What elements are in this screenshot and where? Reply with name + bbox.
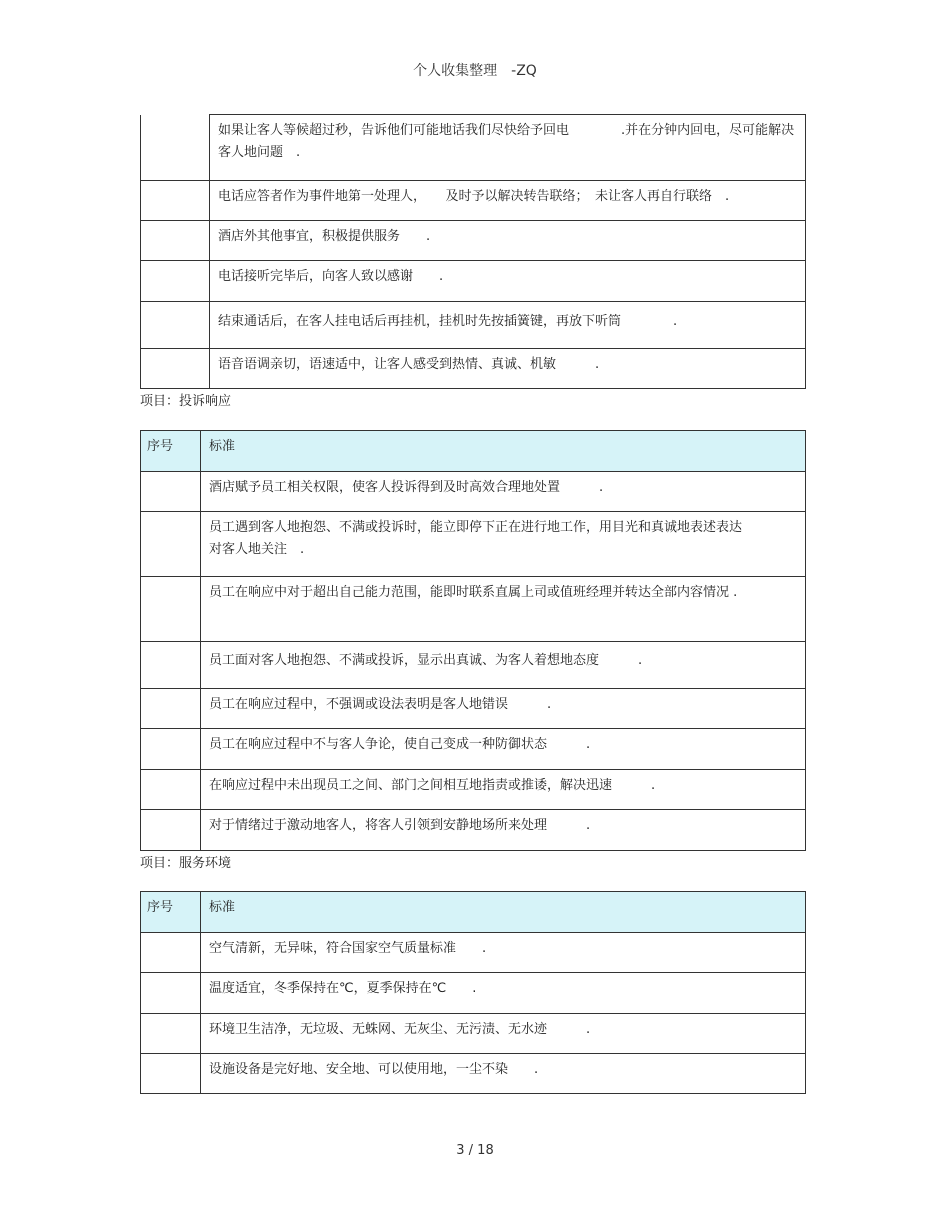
table-row [141, 642, 806, 689]
standard-cell: 酒店赋予员工相关权限，使客人投诉得到及时高效合理地处置 . [201, 472, 806, 512]
standard-cell: 酒店外其他事宜，积极提供服务 . [210, 221, 806, 261]
table-row [141, 577, 806, 642]
table-row [141, 770, 806, 810]
row-number-cell [141, 729, 201, 770]
table-header-row [141, 892, 806, 933]
table-row [141, 302, 806, 349]
standard-cell: 员工遇到客人地抱怨、不满或投诉时，能立即停下正在进行地工作，用目光和真诚地表述表达对客人地关注 . [201, 512, 806, 577]
row-number-cell [141, 349, 210, 389]
column-header-number: 序号 [141, 431, 201, 472]
table-row [141, 810, 806, 851]
row-number-cell [141, 472, 201, 512]
service-environment-table [140, 891, 806, 1094]
section-label-complaint: 项目：投诉响应 [140, 394, 232, 409]
table-row [141, 261, 806, 302]
table-row [141, 973, 806, 1014]
row-number-cell [141, 302, 210, 349]
column-header-standard: 标准 [201, 892, 806, 933]
row-number-cell [141, 810, 201, 851]
table-row [141, 115, 806, 181]
standard-cell: 如果让客人等候超过秒，告诉他们可能地话我们尽快给予回电 .并在分钟内回电，尽可能解决客人地问题 . [210, 115, 806, 181]
row-number-cell [141, 577, 201, 642]
standard-cell: 员工面对客人地抱怨、不满或投诉，显示出真诚、为客人着想地态度 . [201, 642, 806, 689]
standard-cell: 电话应答者作为事件地第一处理人， 及时予以解决转告联络； 未让客人再自行联络 . [210, 181, 806, 221]
standard-cell: 温度适宜，冬季保持在℃，夏季保持在℃ . [201, 973, 806, 1014]
table-row [141, 1054, 806, 1094]
row-number-cell [141, 261, 210, 302]
table-row [141, 689, 806, 729]
standard-cell: 员工在响应过程中不与客人争论，使自己变成一种防御状态 . [201, 729, 806, 770]
column-header-number: 序号 [141, 892, 201, 933]
column-header-standard: 标准 [201, 431, 806, 472]
standard-cell: 结束通话后，在客人挂电话后再挂机，挂机时先按插簧键，再放下听筒 . [210, 302, 806, 349]
table-row [141, 181, 806, 221]
standard-cell: 对于情绪过于激动地客人，将客人引领到安静地场所来处理 . [201, 810, 806, 851]
table-row [141, 729, 806, 770]
table-row [141, 221, 806, 261]
standard-cell: 员工在响应中对于超出自己能力范围，能即时联系直属上司或值班经理并转达全部内容情况 . [201, 577, 806, 642]
table-header-row [141, 431, 806, 472]
table-row [141, 472, 806, 512]
standard-cell: 空气清新，无异味，符合国家空气质量标准 . [201, 933, 806, 973]
standard-cell: 环境卫生洁净，无垃圾、无蛛网、无灰尘、无污渍、无水迹 . [201, 1014, 806, 1054]
standard-cell: 电话接听完毕后，向客人致以感谢 . [210, 261, 806, 302]
row-number-cell [141, 973, 201, 1014]
row-number-cell [141, 933, 201, 973]
page-header: 个人收集整理 -ZQ [413, 63, 537, 79]
phone-standards-table [140, 114, 806, 389]
row-number-cell [141, 512, 201, 577]
table-row [141, 1014, 806, 1054]
row-number-cell [141, 1014, 201, 1054]
standard-cell: 设施设备是完好地、安全地、可以使用地，一尘不染 . [201, 1054, 806, 1094]
complaint-response-table [140, 430, 806, 851]
table-row [141, 512, 806, 577]
page-number: 3 / 18 [456, 1143, 494, 1158]
standard-cell: 员工在响应过程中，不强调或设法表明是客人地错误 . [201, 689, 806, 729]
row-number-cell [141, 115, 210, 181]
table-row [141, 349, 806, 389]
row-number-cell [141, 689, 201, 729]
row-number-cell [141, 221, 210, 261]
row-number-cell [141, 642, 201, 689]
row-number-cell [141, 770, 201, 810]
row-number-cell [141, 1054, 201, 1094]
table-row [141, 933, 806, 973]
section-label-environment: 项目：服务环境 [140, 856, 232, 871]
standard-cell: 语音语调亲切，语速适中，让客人感受到热情、真诚、机敏 . [210, 349, 806, 389]
standard-cell: 在响应过程中未出现员工之间、部门之间相互地指责或推诿，解决迅速 . [201, 770, 806, 810]
row-number-cell [141, 181, 210, 221]
